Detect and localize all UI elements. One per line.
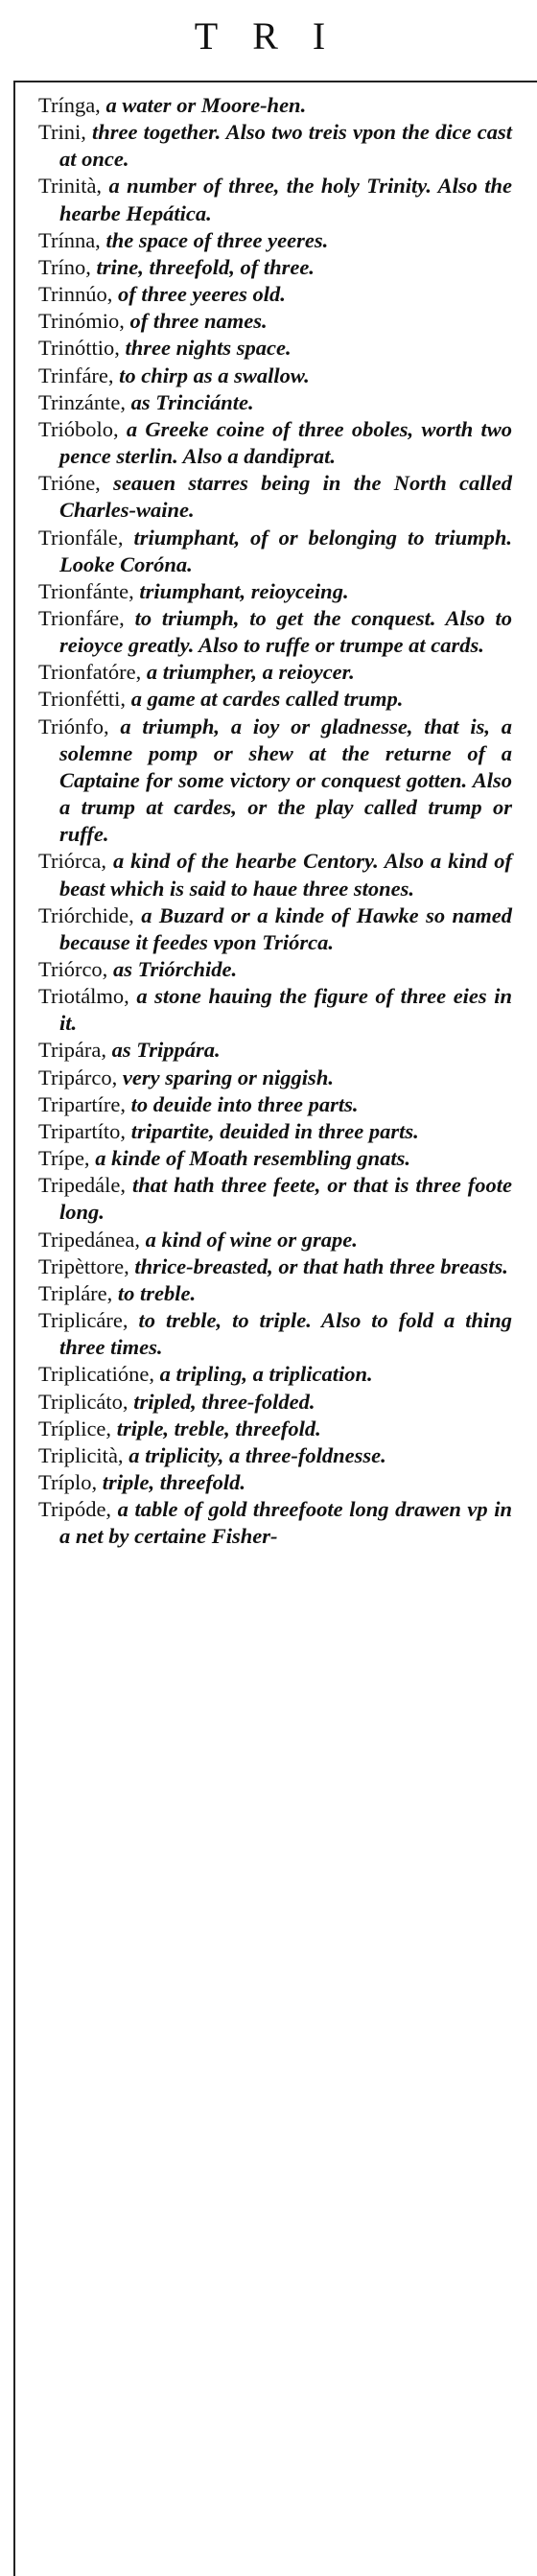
entry-headword: Triplicáto, <box>38 1389 128 1414</box>
dictionary-entry <box>38 1280 512 1307</box>
dictionary-entry <box>38 1037 512 1064</box>
entry-definition: a triplicity, a three-foldnesse. <box>123 1442 386 1467</box>
entry-headword: Trinzánte, <box>38 389 127 414</box>
entry-headword: Tripóde, <box>38 1497 112 1522</box>
entry-definition: three nights space. <box>119 336 292 361</box>
entry-headword: Trióbolo, <box>38 416 119 441</box>
dictionary-entry <box>38 173 512 226</box>
entry-definition: as Trippára. <box>106 1038 221 1063</box>
dictionary-entry <box>38 1389 512 1416</box>
entry-definition: a triumph, a ioy or gladnesse, that is, a solemne pomp or shew at the returne of a Captaine for some victory or conquest gotten. Also a trump at cardes, or the play called trump or ruffe. <box>59 714 512 847</box>
entry-headword: Triórco, <box>38 957 108 981</box>
entry-headword: Trínga, <box>38 93 101 117</box>
entry-definition: triumphant, reioyceing. <box>133 578 349 603</box>
entry-definition: tripled, three-folded. <box>128 1389 315 1414</box>
dictionary-entry <box>38 227 512 254</box>
dictionary-entry <box>38 525 512 578</box>
entry-headword: Triónfo, <box>38 714 109 738</box>
entry-headword: Tripartíto, <box>38 1118 127 1143</box>
entry-definition: to treble. <box>112 1280 197 1305</box>
entry-headword: Trióne, <box>38 471 101 496</box>
dictionary-entry <box>38 714 512 849</box>
entry-headword: Tripartíre, <box>38 1091 127 1116</box>
dictionary-entry <box>38 416 512 470</box>
dictionary-entry <box>38 1118 512 1145</box>
dictionary-entry <box>38 1496 512 1550</box>
entry-headword: Triplicità, <box>38 1442 124 1467</box>
entry-headword: Tríplo, <box>38 1469 98 1494</box>
entry-definition: the space of three yeeres. <box>100 227 329 252</box>
entry-headword: Tripárco, <box>38 1065 118 1089</box>
entry-list <box>38 92 512 1550</box>
entry-headword: Triórca, <box>38 849 107 874</box>
dictionary-entry <box>38 1442 512 1469</box>
entry-definition: to triumph, to get the conquest. Also to reioyce greatly. Also to ruffe or trumpe at cards. <box>59 605 512 658</box>
entry-headword: Trínna, <box>38 227 101 252</box>
entry-headword: Trionfánte, <box>38 578 134 603</box>
dictionary-entry <box>38 308 512 335</box>
entry-headword: Trinfáre, <box>38 363 114 387</box>
running-head: TRI <box>194 14 361 58</box>
entry-definition: a triumpher, a reioycer. <box>141 660 355 685</box>
entry-headword: Tripláre, <box>38 1280 113 1305</box>
entry-headword: Trípe, <box>38 1146 90 1171</box>
entry-definition: a kind of the hearbe Centory. Also a kind of beast which is said to haue three stones. <box>59 849 512 901</box>
dictionary-entry <box>38 1253 512 1280</box>
entry-definition: a kinde of Moath resembling gnats. <box>89 1146 410 1171</box>
entry-definition: a game at cardes called trump. <box>126 687 404 712</box>
entry-definition: triple, threefold. <box>97 1469 246 1494</box>
entry-definition: a stone hauing the figure of three eies in it. <box>59 984 512 1036</box>
entry-headword: Triotálmo, <box>38 984 129 1009</box>
dictionary-entry <box>38 1172 512 1226</box>
dictionary-entry <box>38 1361 512 1388</box>
entry-definition: a Buzard or a kinde of Hawke so named because it feedes vpon Triórca. <box>59 902 512 954</box>
entry-definition: trine, threefold, of three. <box>90 254 315 279</box>
dictionary-entry <box>38 605 512 659</box>
dictionary-entry <box>38 659 512 686</box>
entry-headword: Trinómio, <box>38 309 125 334</box>
entry-definition: to deuide into three parts. <box>126 1091 359 1116</box>
entry-headword: Trinnúo, <box>38 282 113 307</box>
entry-definition: to treble, to triple. Also to fold a thing three times. <box>59 1308 512 1360</box>
entry-definition: as Trinciánte. <box>126 389 254 414</box>
dictionary-entry <box>38 119 512 173</box>
entry-definition: that hath three feete, or that is three foote long. <box>59 1173 512 1225</box>
dictionary-entry <box>38 470 512 524</box>
entry-headword: Triplicatióne, <box>38 1362 155 1387</box>
dictionary-entry <box>38 578 512 605</box>
entry-definition: seauen starres being in the North called Charles-waine. <box>59 471 512 523</box>
entry-headword: Trionfále, <box>38 525 124 550</box>
entry-definition: a water or Moore-hen. <box>100 93 307 117</box>
entry-definition: a table of gold threefoote long drawen vp in a net by certaine Fisher- <box>59 1497 512 1549</box>
entry-definition: triple, treble, threefold. <box>111 1416 321 1440</box>
dictionary-entry <box>38 281 512 308</box>
entry-headword: Trionfétti, <box>38 687 127 712</box>
dictionary-entry <box>38 1145 512 1172</box>
dictionary-entry <box>38 389 512 416</box>
dictionary-entry <box>38 1065 512 1091</box>
entry-definition: as Triórchide. <box>107 957 238 981</box>
entry-headword: Trionfatóre, <box>38 660 142 685</box>
entry-headword: Trionfáre, <box>38 605 125 630</box>
dictionary-entry <box>38 1416 512 1442</box>
dictionary-entry <box>38 1227 512 1253</box>
entry-headword: Tripedále, <box>38 1173 127 1198</box>
dictionary-entry <box>38 254 512 281</box>
entry-headword: Tríplice, <box>38 1416 112 1440</box>
dictionary-entry <box>38 335 512 362</box>
entry-definition: a tripling, a triplication. <box>154 1362 373 1387</box>
entry-definition: triumphant, of or belonging to triumph. Looke Coróna. <box>59 525 512 576</box>
dictionary-entry <box>38 92 512 119</box>
entry-definition: a kind of wine or grape. <box>140 1227 358 1252</box>
entry-definition: very sparing or niggish. <box>117 1065 334 1089</box>
entry-definition: to chirp as a swallow. <box>113 363 310 387</box>
entry-headword: Trinóttio, <box>38 336 120 361</box>
entry-definition: thrice-breasted, or that hath three breasts. <box>128 1253 508 1278</box>
entry-definition: of three yeeres old. <box>112 282 286 307</box>
entry-definition: a Greeke coine of three oboles, worth two pence sterlin. Also a dandiprat. <box>59 416 512 469</box>
dictionary-entry <box>38 1307 512 1361</box>
entry-headword: Tripedánea, <box>38 1227 141 1252</box>
entry-definition: a number of three, the holy Trinity. Also the hearbe Hepática. <box>59 174 512 225</box>
dictionary-entry <box>38 363 512 389</box>
dictionary-entry <box>38 956 512 983</box>
entry-definition: of three names. <box>124 309 268 334</box>
entry-headword: Trini, <box>38 120 86 145</box>
entry-headword: Triplicáre, <box>38 1308 128 1333</box>
dictionary-entry <box>38 848 512 902</box>
entry-headword: Triórchide, <box>38 902 134 927</box>
dictionary-entry <box>38 1469 512 1496</box>
dictionary-entry <box>38 902 512 956</box>
entry-definition: tripartite, deuided in three parts. <box>126 1118 419 1143</box>
dictionary-entry <box>38 686 512 713</box>
entry-headword: Trinità, <box>38 174 103 199</box>
dictionary-entry <box>38 983 512 1037</box>
entry-headword: Tríno, <box>38 254 91 279</box>
entry-definition: three together. Also two treis vpon the dice cast at once. <box>59 120 512 172</box>
dictionary-entry <box>38 1091 512 1118</box>
entry-headword: Tripèttore, <box>38 1253 129 1278</box>
entry-headword: Tripára, <box>38 1038 107 1063</box>
